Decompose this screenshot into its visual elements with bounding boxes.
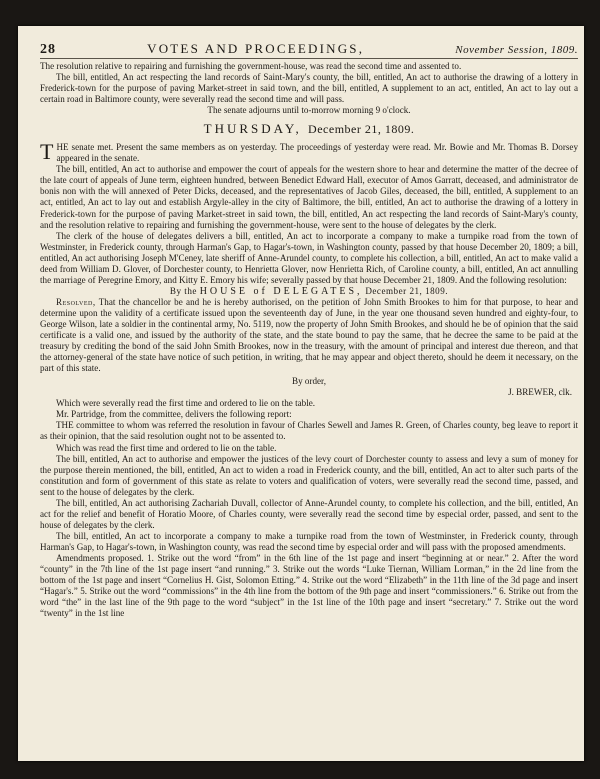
paragraph: The bill, entitled, An act authorising Zachariah Duvall, collector of Anne-Arundel county, to complete his collection, and the bill, entitled, An act for the relief and benefit of Horatio Moore, of Charles county, were severally read the second time by especial order, passed, and sent to the house of delegates by the clerk. <box>40 497 578 530</box>
page-number: 28 <box>40 42 56 57</box>
page-content <box>40 42 578 619</box>
drop-cap: T <box>40 139 54 165</box>
day-heading <box>40 122 578 136</box>
document-page <box>18 26 584 761</box>
amendments-paragraph: Amendments proposed. 1. Strike out the word “from” in the 6th line of the 1st page and insert “beginning at or near.” 2. After the word “county” in the 7th line of the 1st page insert “and running.” 3. Strike out the words “Luke Tiernan, William Lorman,” in the 2d line from the bottom of the 1st page and insert “Cornelius H. Gist, Solomon Etting.” 4. Strike out the word “Elizabeth” in the 11th line of the 3d page and insert “Hagar's.” 5. Strike out the word “commissions” in the 4th line from the bottom of the 9th page and insert “commissioners.” 6. Strike out from the word “the” in the last line of the 9th page to the word “subject” in the 1st line of the 10th page and insert “secretary.” 7. Strike out the word “twenty” in the 1st line <box>40 552 578 619</box>
house-heading <box>40 286 578 297</box>
journal-title: VOTES AND PROCEEDINGS, <box>147 41 365 56</box>
session-label: November Session, 1809. <box>455 44 578 56</box>
paragraph: The resolution relative to repairing and furnishing the government-house, was read the second time and assented to. <box>40 61 462 71</box>
paragraph: Which were severally read the first time and ordered to lie on the table. <box>56 398 316 409</box>
paragraph: Which was read the first time and ordered to lie on the table. <box>56 442 277 453</box>
clerk-signature: J. BREWER, clk. <box>508 387 572 398</box>
opening-text: HE senate met. Present the same members as on yesterday. The proceedings of yesterday were read. Mr. Bowie and Mr. Thomas B. Dorsey appeared in the senate. <box>56 142 578 164</box>
opening-paragraph <box>40 139 578 165</box>
resolution-text: That the chancellor be and he is hereby authorised, on the petition of John Smith Brookes to him for that purpose, to hear and determine upon the validity of a certificate issued upon the seventeenth day of June, in the year one thousand seven hundred and eighty-four, to George Wilson, late a soldier in the continental army, No. 5119, now the property of John Smith Brookes, and should he be of opinion that the said certificate is a valid one, and issued by the authority of the state, and the state bound to pay the same, that he decree the same to be paid at the treasury by crediting the bond of the said John Smith Brookes, now in the treasury, with the amount of principal and interest due thereon, and that the attorney-general of the state have notice of such petition, in writing, that he may appear and object thereto, should he deem it necessary, on the part of this state. <box>40 296 579 374</box>
day-name: THURSDAY, <box>203 121 302 137</box>
paragraph: Mr. Partridge, from the committee, delivers the following report: <box>56 409 292 420</box>
resolution-paragraph <box>40 297 578 374</box>
paragraph: The bill, entitled, An act to incorporate a company to make a turnpike road from the town of Westminster, in Frederick county, through Harman's Gap, to Hagar's-town, in Washington county, was read the second time by especial order and will pass with the proposed amendments. <box>40 530 578 552</box>
signature-row <box>40 387 578 398</box>
paragraph: The bill, entitled, An act respecting the land records of Saint-Mary's county, the bill, entitled, An act to authorise the drawing of a lottery in Frederick-town for the purpose of paving Market-street in said town, and the bill, entitled, A supplement to an act, entitled, An act to lay out a certain road in Baltimore county, were severally read the second time and will pass. <box>40 72 578 105</box>
day-date: December 21, 1809. <box>308 122 415 137</box>
house-heading-body: HOUSE of DELEGATES, <box>199 285 363 297</box>
adjournment-line: The senate adjourns until to-morrow morning 9 o'clock. <box>207 105 411 116</box>
paragraph: The clerk of the house of delegates delivers a bill, entitled, An act to incorporate a company to make a turnpike road from the town of Westminster, in Frederick county, through Harman's Gap, to Hagar's-town, in Washington county, passed by that house December 20, 1809; a bill, entitled, An act authorising Joseph M'Ceney, late sheriff of Anne-Arundel county, to complete his collection, a bill, entitled, An act to make valid a deed from William D. Glover, of Dorchester county, to Henrietta Glover, now Henrietta Rich, of Caroline county, a bill, entitled, An act annulling the marriage of Peregrine Emory, and Kitty E. Emory his wife; severally passed by that house December 21, 1809. And the following resolution: <box>40 230 578 285</box>
house-heading-date: December 21, 1809. <box>365 285 449 296</box>
resolution-lead: Resolved, <box>56 296 96 307</box>
paragraph: The bill, entitled, An act to authorise and empower the court of appeals for the western shore to hear and determine the matter of the decree of the late court of appeals of June term, eighteen hundred, between Benedict Edward Hall, executor of Amos Garratt, deceased, and administrator de bonis non with the will annexed of Peter Dicks, deceased, and the representatives of Jacob Giles, deceased, the bill, entitled, A supplement to an act, entitled, An act to lay out and establish Argyle-alley in the city of Baltimore, the bill, entitled, An act to authorise the drawing of a lottery in Frederick-town for the purpose of paving Market-street in said town, the bill, entitled, An act respecting the land records of Saint-Mary's county, and the resolution relative to repairing and furnishing the government-house, were sent to the house of delegates by the clerk. <box>40 164 578 230</box>
paragraph: The bill, entitled, An act to authorise and empower the justices of the levy court of Dorchester county to assess and levy a sum of money for the purpose therein mentioned, the bill, entitled, An act to widen a road in Frederick county, and the bill, entitled, An act to alter such parts of the constitution and form of government of this state as relate to voters and qualification of voters, were severally read the second time, passed, and sent to the house of delegates by the clerk. <box>40 453 578 497</box>
paragraph: THE committee to whom was referred the resolution in favour of Charles Sewell and James R. Green, of Charles county, beg leave to report it as their opinion, that the said resolution ought not to be assented to. <box>40 420 578 442</box>
running-header <box>40 42 578 59</box>
house-heading-prefix: By the <box>169 285 197 296</box>
by-order: By order, <box>292 376 326 387</box>
